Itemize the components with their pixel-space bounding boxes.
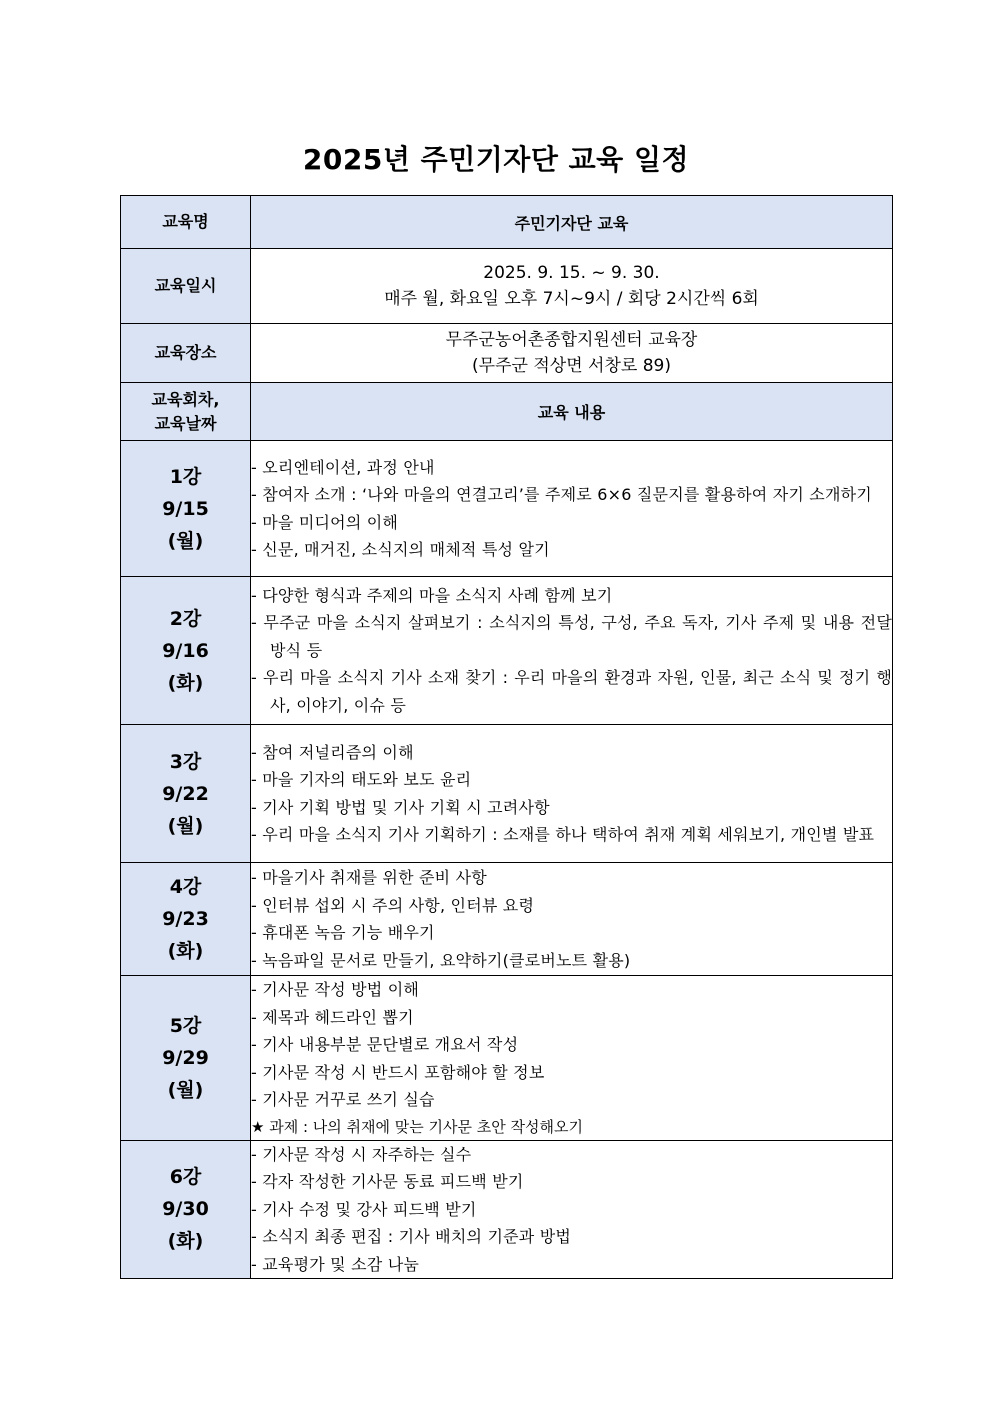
location-line-venue: 무주군농어촌종합지원센터 교육장 xyxy=(445,330,698,350)
list-item: - 녹음파일 문서로 만들기, 요약하기(클로버노트 활용) xyxy=(251,950,631,970)
session-row xyxy=(121,976,893,1141)
list-item: - 교육평가 및 소감 나눔 xyxy=(251,1254,420,1274)
session-row xyxy=(121,725,893,863)
list-item: - 각자 작성한 기사문 동료 피드백 받기 xyxy=(251,1172,524,1191)
label-course-location: 교육장소 xyxy=(121,324,251,383)
session-content xyxy=(251,976,893,1141)
session-row xyxy=(121,441,893,577)
schedule-table xyxy=(120,195,893,1279)
session-date: 9/15 xyxy=(162,497,209,520)
session-date: 9/30 xyxy=(162,1198,209,1221)
session-content xyxy=(251,441,893,577)
session-items xyxy=(251,454,892,564)
session-session: 5강 xyxy=(169,1014,202,1037)
list-item: - 마을 미디어의 이해 xyxy=(251,512,399,532)
value-course-name: 주민기자단 교육 xyxy=(251,196,893,249)
schedule-table-body xyxy=(121,196,893,1279)
session-content xyxy=(251,577,893,725)
session-row xyxy=(121,1140,893,1279)
session-day: (월) xyxy=(167,529,204,552)
row-course-location xyxy=(121,324,893,383)
label-course-datetime: 교육일시 xyxy=(121,249,251,324)
list-item: - 인터뷰 섭외 시 주의 사항, 인터뷰 요령 xyxy=(251,895,535,915)
list-item: - 제목과 헤드라인 뽑기 xyxy=(251,1007,414,1027)
list-item: - 마을기사 취재를 위한 준비 사항 xyxy=(251,868,487,887)
list-item: - 휴대폰 녹음 기능 배우기 xyxy=(251,923,435,942)
list-item: - 다양한 형식과 주제의 마을 소식지 사례 함께 보기 xyxy=(251,585,613,605)
list-item: - 마을 기자의 태도와 보도 윤리 xyxy=(251,770,472,789)
session-row xyxy=(121,863,893,976)
list-item: - 신문, 매거진, 소식지의 매체적 특성 알기 xyxy=(251,540,550,559)
session-content xyxy=(251,1140,893,1279)
list-item: - 참여자 소개 : ‘나와 마을의 연결고리’를 주제로 6×6 질문지를 활용하여 자기 소개하기 xyxy=(251,485,872,504)
list-item: - 기사 수정 및 강사 피드백 받기 xyxy=(251,1199,477,1219)
session-date: 9/23 xyxy=(162,908,209,930)
session-label xyxy=(121,441,251,577)
session-items xyxy=(251,739,892,849)
session-session: 3강 xyxy=(169,750,202,773)
session-label xyxy=(121,863,251,976)
list-item: - 기사 기획 방법 및 기사 기획 시 고려사항 xyxy=(251,797,550,817)
session-items xyxy=(251,582,892,720)
session-date: 9/29 xyxy=(162,1046,209,1069)
datetime-line-range: 2025. 9. 15. ~ 9. 30. xyxy=(483,263,660,283)
value-course-datetime xyxy=(251,249,893,324)
session-day: (화) xyxy=(167,671,204,694)
list-item: - 기사문 작성 방법 이해 xyxy=(251,980,420,999)
session-content xyxy=(251,725,893,863)
session-items xyxy=(251,1141,892,1279)
session-items xyxy=(251,976,892,1114)
label-session-date-header xyxy=(121,383,251,441)
list-item: - 오리엔테이션, 과정 안내 xyxy=(251,457,435,477)
list-item: - 기사 내용부분 문단별로 개요서 작성 xyxy=(251,1035,519,1054)
list-item: - 기사문 거꾸로 쓰기 실습 xyxy=(251,1090,435,1109)
label-course-name: 교육명 xyxy=(121,196,251,249)
session-label xyxy=(121,577,251,725)
location-line-address: (무주군 적상면 서창로 89) xyxy=(472,356,671,376)
session-content xyxy=(251,863,893,976)
session-session: 6강 xyxy=(169,1166,202,1189)
session-date: 9/22 xyxy=(162,782,209,805)
row-course-name xyxy=(121,196,893,249)
session-row xyxy=(121,577,893,725)
page-title: 2025년 주민기자단 교육 일정 xyxy=(302,143,690,176)
list-item: - 우리 마을 소식지 기사 기획하기 : 소재를 하나 택하여 취재 계획 세워보기, 개인별 발표 xyxy=(251,825,875,844)
session-label xyxy=(121,1140,251,1279)
list-item: - 기사문 작성 시 반드시 포함해야 할 정보 xyxy=(251,1062,545,1082)
header-label-line-1: 교육회차, xyxy=(151,389,220,409)
session-day: (화) xyxy=(167,1230,204,1253)
assignment-note: ★ 과제 : 나의 취재에 맞는 기사문 초안 작성해오기 xyxy=(251,1117,583,1136)
session-day: (월) xyxy=(167,814,204,837)
session-session: 4강 xyxy=(169,876,202,898)
list-item: - 무주군 마을 소식지 살펴보기 : 소식지의 특성, 구성, 주요 독자, 기사 주제 및 내용 전달 방식 등 xyxy=(251,613,892,660)
list-item: - 우리 마을 소식지 기사 소재 찾기 : 우리 마을의 환경과 자원, 인물, 최근 소식 및 정기 행사, 이야기, 이슈 등 xyxy=(251,668,892,715)
session-session: 2강 xyxy=(169,607,202,630)
value-course-location xyxy=(251,324,893,383)
datetime-line-schedule: 매주 월, 화요일 오후 7시~9시 / 회당 2시간씩 6회 xyxy=(384,289,759,309)
row-course-datetime xyxy=(121,249,893,324)
header-label-line-2: 교육날짜 xyxy=(154,413,217,433)
session-label xyxy=(121,725,251,863)
session-date: 9/16 xyxy=(162,639,209,662)
session-day: (월) xyxy=(167,1078,204,1101)
row-content-header xyxy=(121,383,893,441)
session-label xyxy=(121,976,251,1141)
session-items xyxy=(251,864,892,974)
session-session: 1강 xyxy=(169,465,202,488)
list-item: - 기사문 작성 시 자주하는 실수 xyxy=(251,1144,472,1164)
list-item: - 참여 저널리즘의 이해 xyxy=(251,742,414,762)
header-content: 교육 내용 xyxy=(251,383,893,441)
session-day: (화) xyxy=(167,940,204,962)
list-item: - 소식지 최종 편집 : 기사 배치의 기준과 방법 xyxy=(251,1227,572,1246)
